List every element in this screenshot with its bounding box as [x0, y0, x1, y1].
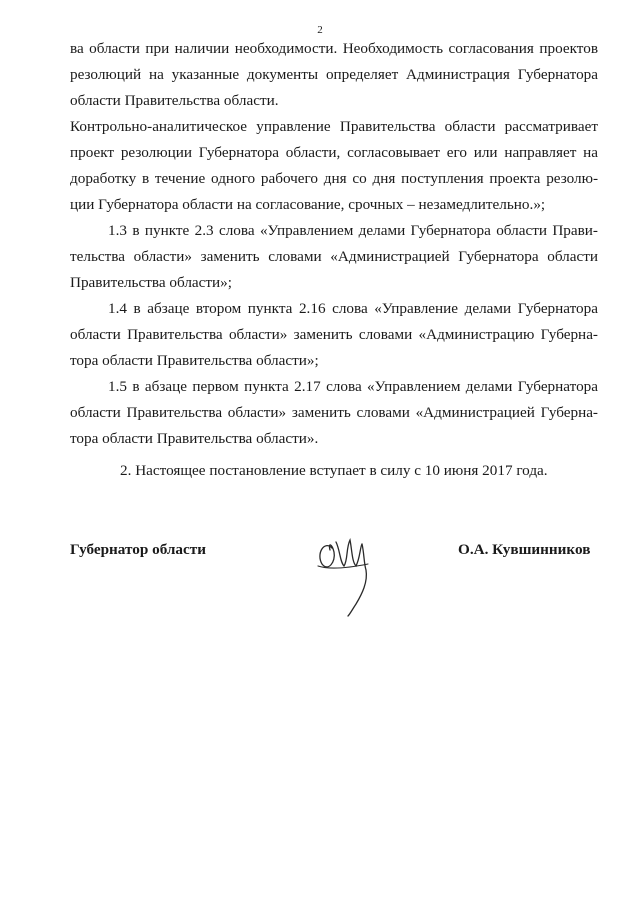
text-line: 1.4 в абзаце втором пункта 2.16 слова «Управление делами Губернатора	[108, 300, 598, 317]
text-line: 1.5 в абзаце первом пункта 2.17 слова «Управлением делами Губернатора	[108, 378, 598, 395]
text-line: области Правительства области» заменить словами «Администрацию Губерна-	[70, 326, 598, 343]
text-line: области Правительства области.	[70, 92, 279, 109]
text-line: ции Губернатора области на согласование, срочных – незамедлительно.»;	[70, 196, 546, 213]
handwritten-signature	[310, 520, 380, 620]
text-line: тора области Правительства области»;	[70, 352, 319, 369]
text-line: ва области при наличии необходимости. Необходимость согласования проектов	[70, 40, 598, 57]
text-line: 2. Настоящее постановление вступает в силу с 10 июня 2017 года.	[120, 462, 548, 479]
page-number: 2	[317, 24, 323, 36]
signatory-name: О.А. Кувшинников	[458, 541, 591, 558]
text-line: тора области Правительства области».	[70, 430, 319, 447]
text-line: Контрольно-аналитическое управление Правительства области рассматривает	[70, 118, 598, 135]
text-line: резолюций на указанные документы определяет Администрация Губернатора	[70, 66, 598, 83]
text-line: тельства области» заменить словами «Администрацией Губернатора области	[70, 248, 598, 265]
text-line: Правительства области»;	[70, 274, 232, 291]
text-line: области Правительства области» заменить словами «Администрацией Губерна-	[70, 404, 598, 421]
signatory-title: Губернатор области	[70, 541, 206, 558]
text-line: доработку в течение одного рабочего дня со дня поступления проекта резолю-	[70, 170, 598, 187]
text-line: проект резолюции Губернатора области, согласовывает его или направляет на	[70, 144, 598, 161]
text-line: 1.3 в пункте 2.3 слова «Управлением делами Губернатора области Прави-	[108, 222, 598, 239]
